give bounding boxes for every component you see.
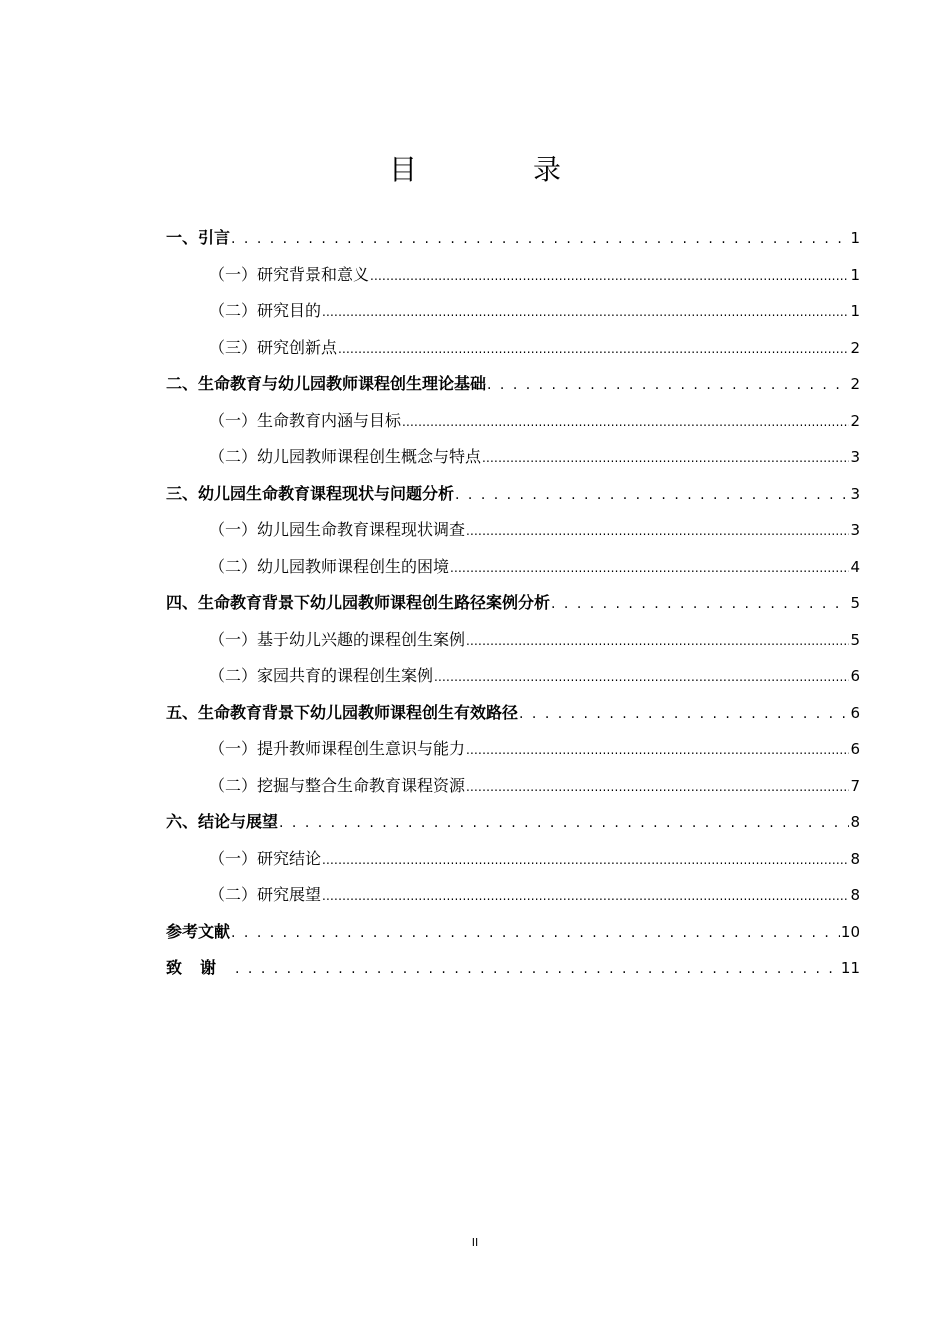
toc-entry-page: 8 [850, 813, 860, 831]
toc-entry[interactable] [166, 480, 860, 517]
toc-entry-page: 10 [840, 922, 860, 941]
toc-entry-page: 1 [850, 302, 860, 320]
toc-entry-label: （二）家园共育的课程创生案例 [209, 666, 434, 685]
toc-entry-page: 1 [850, 265, 860, 284]
dot-leader [279, 808, 849, 837]
toc-entry-label: 五、生命教育背景下幼儿园教师课程创生有效路径 [166, 702, 519, 722]
toc-entry[interactable] [166, 808, 860, 845]
toc-entry-page: 2 [850, 375, 860, 393]
toc-entry[interactable] [166, 443, 860, 480]
toc-entry-page: 5 [850, 594, 860, 612]
dot-leader [487, 370, 849, 399]
toc-entry[interactable] [166, 845, 860, 882]
toc-entry[interactable] [166, 881, 860, 918]
toc-entry-page: 3 [850, 521, 860, 539]
toc-entry-label: （一）基于幼儿兴趣的课程创生案例 [209, 629, 466, 649]
toc-entry-label: （二）研究目的 [209, 301, 322, 320]
toc-entry-page: 4 [850, 557, 860, 576]
dot-leader [322, 297, 849, 326]
toc-entry-page: 7 [850, 776, 860, 795]
toc-entry-page: 2 [850, 338, 860, 357]
dot-leader [455, 480, 849, 509]
toc-entry[interactable] [166, 516, 860, 553]
toc-entry-label: 一、引言 [166, 228, 231, 247]
toc-entry-label: （二）研究展望 [209, 885, 322, 904]
table-of-contents [166, 224, 860, 991]
dot-leader [322, 881, 849, 910]
toc-entry[interactable] [166, 699, 860, 736]
toc-entry-label: （三）研究创新点 [209, 337, 338, 357]
toc-entry[interactable] [166, 297, 860, 334]
toc-entry[interactable] [166, 553, 860, 590]
dot-leader [519, 699, 849, 728]
toc-entry-label: 三、幼儿园生命教育课程现状与问题分析 [166, 483, 455, 503]
toc-entry-page: 6 [850, 703, 860, 722]
dot-leader [231, 918, 840, 947]
toc-entry-label: （二）幼儿园教师课程创生概念与特点 [209, 447, 482, 466]
toc-entry-label: 致谢 [166, 958, 235, 977]
toc-entry[interactable] [166, 370, 860, 407]
toc-entry-page: 2 [850, 411, 860, 430]
toc-entry-page: 3 [850, 448, 860, 466]
dot-leader [338, 334, 849, 363]
toc-entry-page: 8 [850, 886, 860, 904]
dot-leader [466, 735, 849, 764]
page-title: 目 录 [388, 153, 605, 186]
toc-entry[interactable] [166, 334, 860, 371]
toc-entry[interactable] [166, 954, 860, 991]
toc-entry[interactable] [166, 589, 860, 626]
dot-leader [231, 224, 849, 253]
toc-entry-label: （一）研究结论 [209, 848, 322, 868]
dot-leader [482, 443, 849, 472]
toc-entry-page: 6 [850, 740, 860, 758]
toc-entry-label: （二）幼儿园教师课程创生的困境 [209, 556, 450, 576]
toc-entry-label: （一）提升教师课程创生意识与能力 [209, 739, 466, 758]
toc-entry[interactable] [166, 918, 860, 955]
toc-entry-label: 四、生命教育背景下幼儿园教师课程创生路径案例分析 [166, 593, 551, 612]
toc-entry-label: （一）研究背景和意义 [209, 264, 370, 284]
dot-leader [450, 553, 849, 582]
dot-leader [551, 589, 849, 618]
toc-entry-label: 参考文献 [166, 921, 231, 941]
toc-entry-page: 11 [840, 959, 860, 977]
toc-entry-page: 3 [850, 484, 860, 503]
dot-leader [434, 662, 849, 691]
toc-entry-page: 1 [850, 229, 860, 247]
dot-leader [466, 772, 849, 801]
page-number: II [471, 1236, 479, 1249]
toc-entry[interactable] [166, 662, 860, 699]
toc-entry[interactable] [166, 735, 860, 772]
dot-leader [235, 954, 840, 983]
dot-leader [322, 845, 849, 874]
toc-entry-label: （一）幼儿园生命教育课程现状调查 [209, 520, 466, 539]
toc-entry-page: 8 [850, 849, 860, 868]
dot-leader [402, 407, 849, 436]
dot-leader [370, 261, 849, 290]
toc-entry-label: （二）挖掘与整合生命教育课程资源 [209, 775, 466, 795]
toc-entry-page: 5 [850, 630, 860, 649]
dot-leader [466, 626, 849, 655]
toc-entry-page: 6 [850, 667, 860, 685]
toc-entry[interactable] [166, 261, 860, 298]
toc-entry[interactable] [166, 407, 860, 444]
toc-entry-label: （一）生命教育内涵与目标 [209, 410, 402, 430]
toc-entry[interactable] [166, 224, 860, 261]
toc-entry-label: 二、生命教育与幼儿园教师课程创生理论基础 [166, 374, 487, 393]
toc-entry[interactable] [166, 772, 860, 809]
dot-leader [466, 516, 849, 545]
toc-entry[interactable] [166, 626, 860, 663]
toc-entry-label: 六、结论与展望 [166, 812, 279, 831]
